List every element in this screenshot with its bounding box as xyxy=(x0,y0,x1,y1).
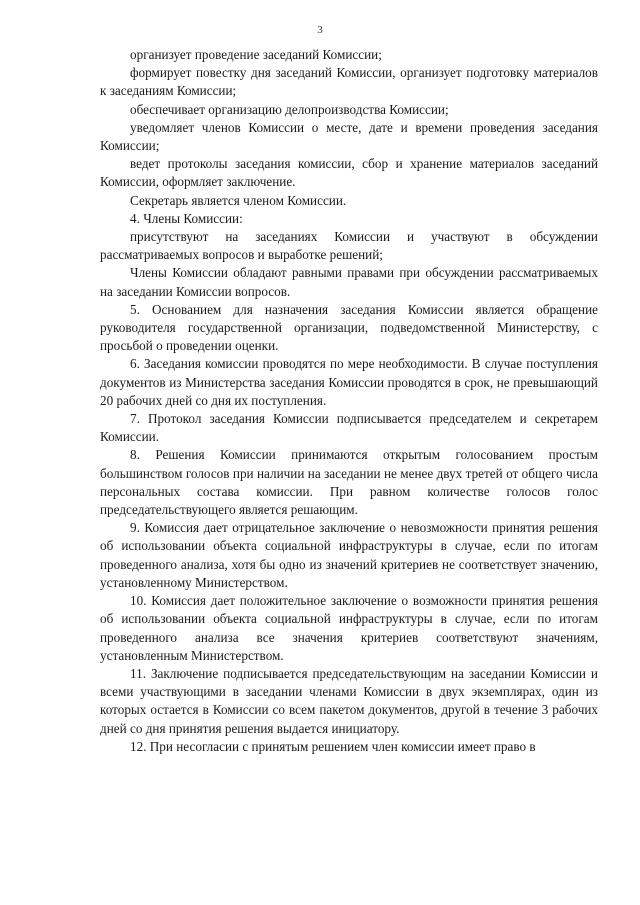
paragraph: 6. Заседания комиссии проводятся по мере необходимости. В случае поступления документов из Министерства заседания Комиссии проводятся в срок, не превышающий 20 рабочих дней со дня их поступления. xyxy=(100,356,598,408)
paragraph: 8. Решения Комиссии принимаются открытым голосованием простым большинством голосов при наличии на заседании не менее двух третей от общего числа персональных состава комиссии. При равном количестве голосов голос председательствующего является решающим. xyxy=(100,447,598,518)
paragraph: 11. Заключение подписывается председательствующим на заседании Комиссии и всеми участвующими в заседании членами Комиссии в двух экземплярах, один из которых остается в Комиссии со всем пакетом документов, другой в течение 3 рабочих дней со дня принятия решения выдается инициатору. xyxy=(100,665,598,736)
paragraph: 12. При несогласии с принятым решением член комиссии имеет право в xyxy=(130,738,536,754)
paragraph: присутствуют на заседаниях Комиссии и участвуют в обсуждении рассматриваемых вопросов и выработке решений; xyxy=(100,229,598,263)
paragraph: уведомляет членов Комиссии о месте, дате и времени проведения заседания Комиссии; xyxy=(100,119,598,154)
paragraph: организует проведение заседаний Комиссии; xyxy=(130,47,382,62)
paragraph: 10. Комиссия дает положительное заключение о возможности принятия решения об использовании объекта социальной инфраструктуры в случае, если по итогам проведенного анализа все значения критериев соответствуют значениям, установленным Министерством. xyxy=(100,593,598,663)
paragraph: 5. Основанием для назначения заседания Комиссии является обращение руководителя государственной организации, подведомственной Министерству, с просьбой о проведении оценки. xyxy=(100,301,598,354)
paragraph: обеспечивает организацию делопроизводства Комиссии; xyxy=(130,101,449,117)
paragraph: Секретарь является членом Комиссии. xyxy=(130,192,347,208)
document-body xyxy=(100,46,598,756)
page-number: 3 xyxy=(317,24,323,36)
paragraph: ведет протоколы заседания комиссии, сбор и хранение материалов заседаний Комиссии, оформляет заключение. xyxy=(100,156,598,190)
paragraph: Члены Комиссии обладают равными правами при обсуждении рассматриваемых на заседании Комиссии вопросов. xyxy=(100,265,598,299)
paragraph: 7. Протокол заседания Комиссии подписывается председателем и секретарем Комиссии. xyxy=(100,411,598,445)
paragraph: формирует повестку дня заседаний Комиссии, организует подготовку материалов к заседаниям Комиссии; xyxy=(100,65,598,99)
paragraph: 9. Комиссия дает отрицательное заключение о невозможности принятия решения об использовании объекта социальной инфраструктуры в случае, если по итогам проведенного анализа, хотя бы одно из значений критериев не соответствует значению, установленному Министерством. xyxy=(100,520,598,590)
section-heading: 4. Члены Комиссии: xyxy=(130,210,243,226)
